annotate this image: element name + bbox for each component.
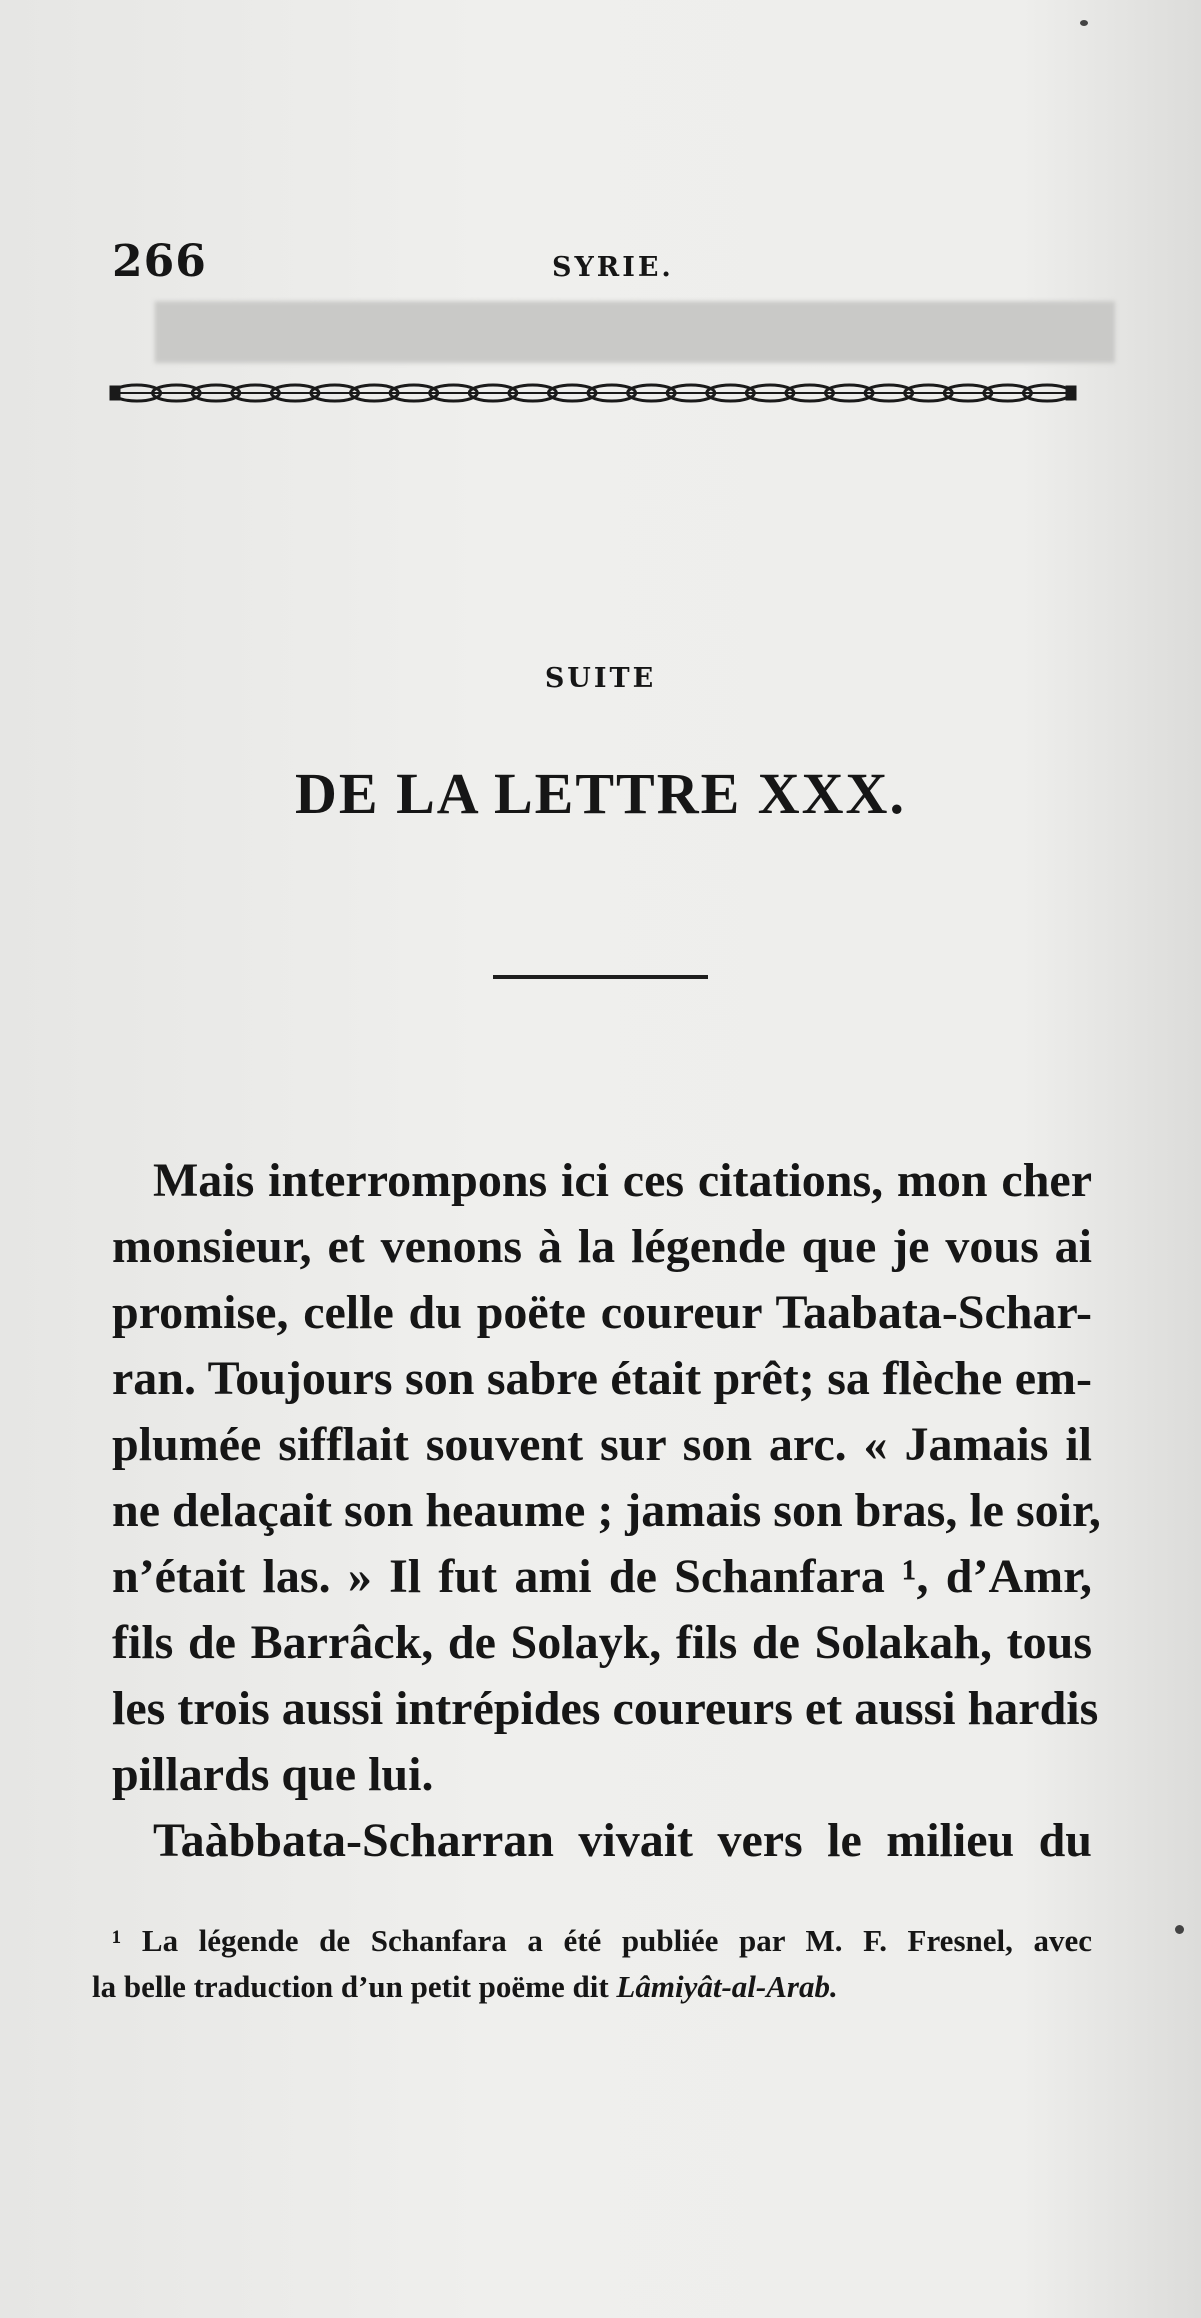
body-line: les trois aussi intrépides coureurs et aussi hardis <box>112 1682 1099 1735</box>
body-line: pillards que lui. <box>112 1748 434 1801</box>
running-head: SYRIE. <box>552 252 674 283</box>
body-line: Taàbbata-Scharran vivait vers le milieu du <box>153 1814 1092 1867</box>
body-line: n’était las. » Il fut ami de Schanfara ¹, d’Amr, <box>112 1550 1092 1603</box>
body-line: plumée sifflait souvent sur son arc. « Jamais il <box>112 1418 1092 1471</box>
title-rule <box>493 975 708 979</box>
ornament-end <box>1067 387 1075 399</box>
body-line: fils de Barrâck, de Solayk, fils de Solakah, tous <box>112 1616 1092 1669</box>
page-header <box>112 236 1077 296</box>
page-number: 266 <box>112 236 207 287</box>
body-line: Mais interrompons ici ces citations, mon cher <box>153 1154 1092 1207</box>
bleed-through-texture: ████████████████████████ <box>155 303 1115 363</box>
ornament-end <box>111 387 119 399</box>
footnote-work-title: Lâmiyât-al-Arab. <box>616 1969 838 2004</box>
footnote <box>92 1918 1092 2010</box>
body-text <box>112 1148 1101 1874</box>
section-continued-label: SUITE <box>544 663 657 694</box>
body-line: ne delaçait son heaume ; jamais son bras, le soir, <box>112 1484 1101 1537</box>
ornamental-band <box>107 378 1077 408</box>
body-line: monsieur, et venons à la légende que je vous ai <box>112 1220 1092 1273</box>
footnote-line-2 <box>92 1964 1092 2010</box>
footnote-line: ¹ La légende de Schanfara a été publiée par M. F. Fresnel, avec <box>112 1923 1092 1958</box>
footnote-text: la belle traduction d’un petit poëme dit <box>92 1969 617 2004</box>
body-line: ran. Toujours son sabre était prêt; sa flèche em- <box>112 1352 1092 1405</box>
body-line: promise, celle du poëte coureur Taabata-Schar- <box>112 1286 1092 1339</box>
chapter-title: DE LA LETTRE XXX. <box>295 761 906 826</box>
